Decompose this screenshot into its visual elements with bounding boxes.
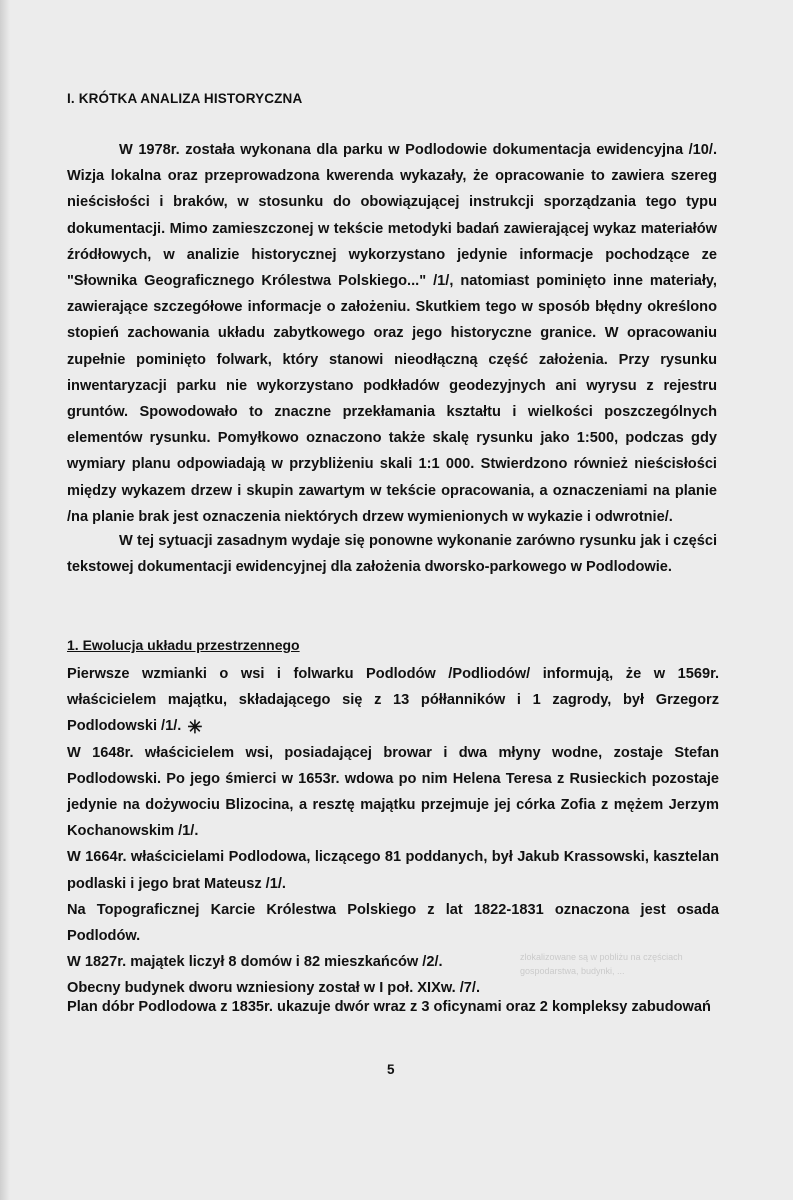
last-line: Plan dóbr Podlodowa z 1835r. ukazuje dwór wraz z 3 oficynami oraz 2 kompleksy zabudowań xyxy=(67,999,711,1015)
footnote-marker-icon: ✳ xyxy=(187,716,203,737)
section-line-5: W 1827r. majątek liczył 8 domów i 82 mieszkańców /2/. xyxy=(67,954,443,971)
faded-correction-text: zlokalizowane są w pobliżu na częściach gospodarstwa, budynki, ... xyxy=(520,952,683,976)
section-title: 1. Ewolucja układu przestrzennego xyxy=(67,637,300,653)
page-number: 5 xyxy=(387,1062,395,1077)
section-line-3: W 1664r. właścicielami Podlodowa, liczącego 81 poddanych, był Jakub Krassowski, kasztelan podlaski i jego brat Mateusz /1/. xyxy=(67,849,719,892)
section-line-4: Na Topograficznej Karcie Królestwa Polskiego z lat 1822-1831 oznaczona jest osada Podlodów. xyxy=(67,901,719,945)
section-line-2: W 1648r. właścicielem wsi, posiadającej browar i dwa młyny wodne, zostaje Stefan Podlodowski. Po jego śmierci w 1653r. wdowa po nim Helena Teresa z Rusieckich pozostaje jedynie na dożywociu Blizocina, a resztę majątku przejmuje jej córka Zofia z mężem Jerzym Kochanowskim /1/. xyxy=(67,744,719,840)
second-paragraph xyxy=(67,528,717,580)
section-line-1-text: Pierwsze wzmianki o wsi i folwarku Podlodów /Podliodów/ informują, że w 1569r. właścicielem majątku, składającego się z 13 półłanników i 1 zagrody, był Grzegorz Podlodowski /1/. xyxy=(67,666,719,735)
section-line-1 xyxy=(67,661,719,740)
intro-paragraph-text: W 1978r. została wykonana dla parku w Podlodowie dokumentacja ewidencyjna /10/. Wizja lokalna oraz przeprowadzona kwerenda wykazały, że opracowanie to zawiera szereg nieścisłości i braków, w stosunku do obowiązującej instrukcji sporządzania tego typu dokumentacji. Mimo zamieszczonej w tekście metodyki badań zawierającej wykaz materiałów źródłowych, w analizie historycznej wykorzystano jedynie informacje pochodzące ze "Słownika Geograficznego Królestwa Polskiego..." /1/, natomiast pominięto inne materiały, zawierające szczegółowe informacje o założeniu. Skutkiem tego w sposób błędny określono stopień zachowania układu zabytkowego oraz jego historyczne granice. W opracowaniu zupełnie pominięto folwark, który stanowi nieodłączną część założenia. Przy rysunku inwentaryzacji parku nie wykorzystano podkładów geodezyjnych ani wyrysu z rejestru gruntów. Spowodowało to znaczne przekłamania kształtu i wielkości poszczególnych elementów rysunku. Pomyłkowo oznaczono także skalę rysunku jako 1:500, podczas gdy wymiary planu odpowiadają w przybliżeniu skali 1:1 000. Stwierdzono również nieścisłości między wykazem drzew i skupin zawartym w tekście opracowania, a oznaczeniami na planie /na planie brak jest oznaczenia niektórych drzew wymienionych w wykazie i odwrotnie/. xyxy=(67,142,717,525)
second-paragraph-text: W tej sytuacji zasadnym wydaje się ponowne wykonanie zarówno rysunku jak i części tekstowej dokumentacji ewidencyjnej dla założenia dworsko-parkowego w Podlodowie. xyxy=(67,533,717,576)
intro-paragraph xyxy=(67,137,717,530)
chapter-heading: I. KRÓTKA ANALIZA HISTORYCZNA xyxy=(67,91,303,106)
section-line-6: Obecny budynek dworu wzniesiony został w I poł. XIXw. /7/. xyxy=(67,980,481,997)
